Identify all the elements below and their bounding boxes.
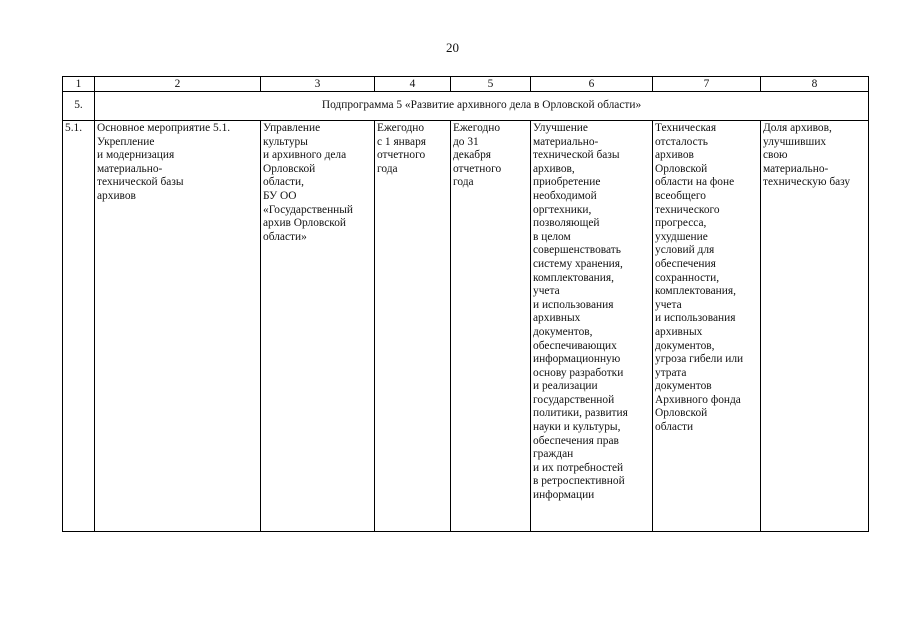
measures-table [62, 76, 869, 532]
indicator-cell: Доля архивов, улучшивших свою материально- техническую базу [761, 121, 869, 532]
column-number-row [63, 77, 869, 92]
executor-cell: Управление культуры и архивного дела Орловской области, БУ ОО «Государственный архив Орловской области» [261, 121, 375, 532]
table-row [63, 121, 869, 532]
subprogram-title: Подпрограмма 5 «Развитие архивного дела в Орловской области» [95, 92, 869, 121]
column-number-cell: 6 [531, 77, 653, 92]
start-date-cell: Ежегодно с 1 января отчетного года [375, 121, 451, 532]
row-number: 5.1. [63, 121, 95, 532]
column-number-cell: 7 [653, 77, 761, 92]
measure-name-cell: Основное мероприятие 5.1. Укрепление и модернизация материально- технической базы архивов [95, 121, 261, 532]
column-number-cell: 1 [63, 77, 95, 92]
column-number-cell: 4 [375, 77, 451, 92]
end-date-cell: Ежегодно до 31 декабря отчетного года [451, 121, 531, 532]
page-number: 20 [446, 40, 459, 55]
column-number-cell: 2 [95, 77, 261, 92]
column-number-cell: 3 [261, 77, 375, 92]
consequences-cell: Техническая отсталость архивов Орловской области на фоне всеобщего технического прогресса, ухудшение условий для обеспечения сохранности, комплектования, учета и использования архивных документов, угроза гибели или утрата документов Архивного фонда Орловской области [653, 121, 761, 532]
subprogram-row [63, 92, 869, 121]
column-number-cell: 8 [761, 77, 869, 92]
column-number-cell: 5 [451, 77, 531, 92]
subprogram-number: 5. [63, 92, 95, 121]
expected-result-cell: Улучшение материально- технической базы архивов, приобретение необходимой оргтехники, позволяющей в целом совершенствовать систему хранения, комплектования, учета и использования архивных документов, обеспечивающих информационную основу разработки и реализации государственной политики, развития науки и культуры, обеспечения прав граждан и их потребностей в ретроспективной информации [531, 121, 653, 532]
